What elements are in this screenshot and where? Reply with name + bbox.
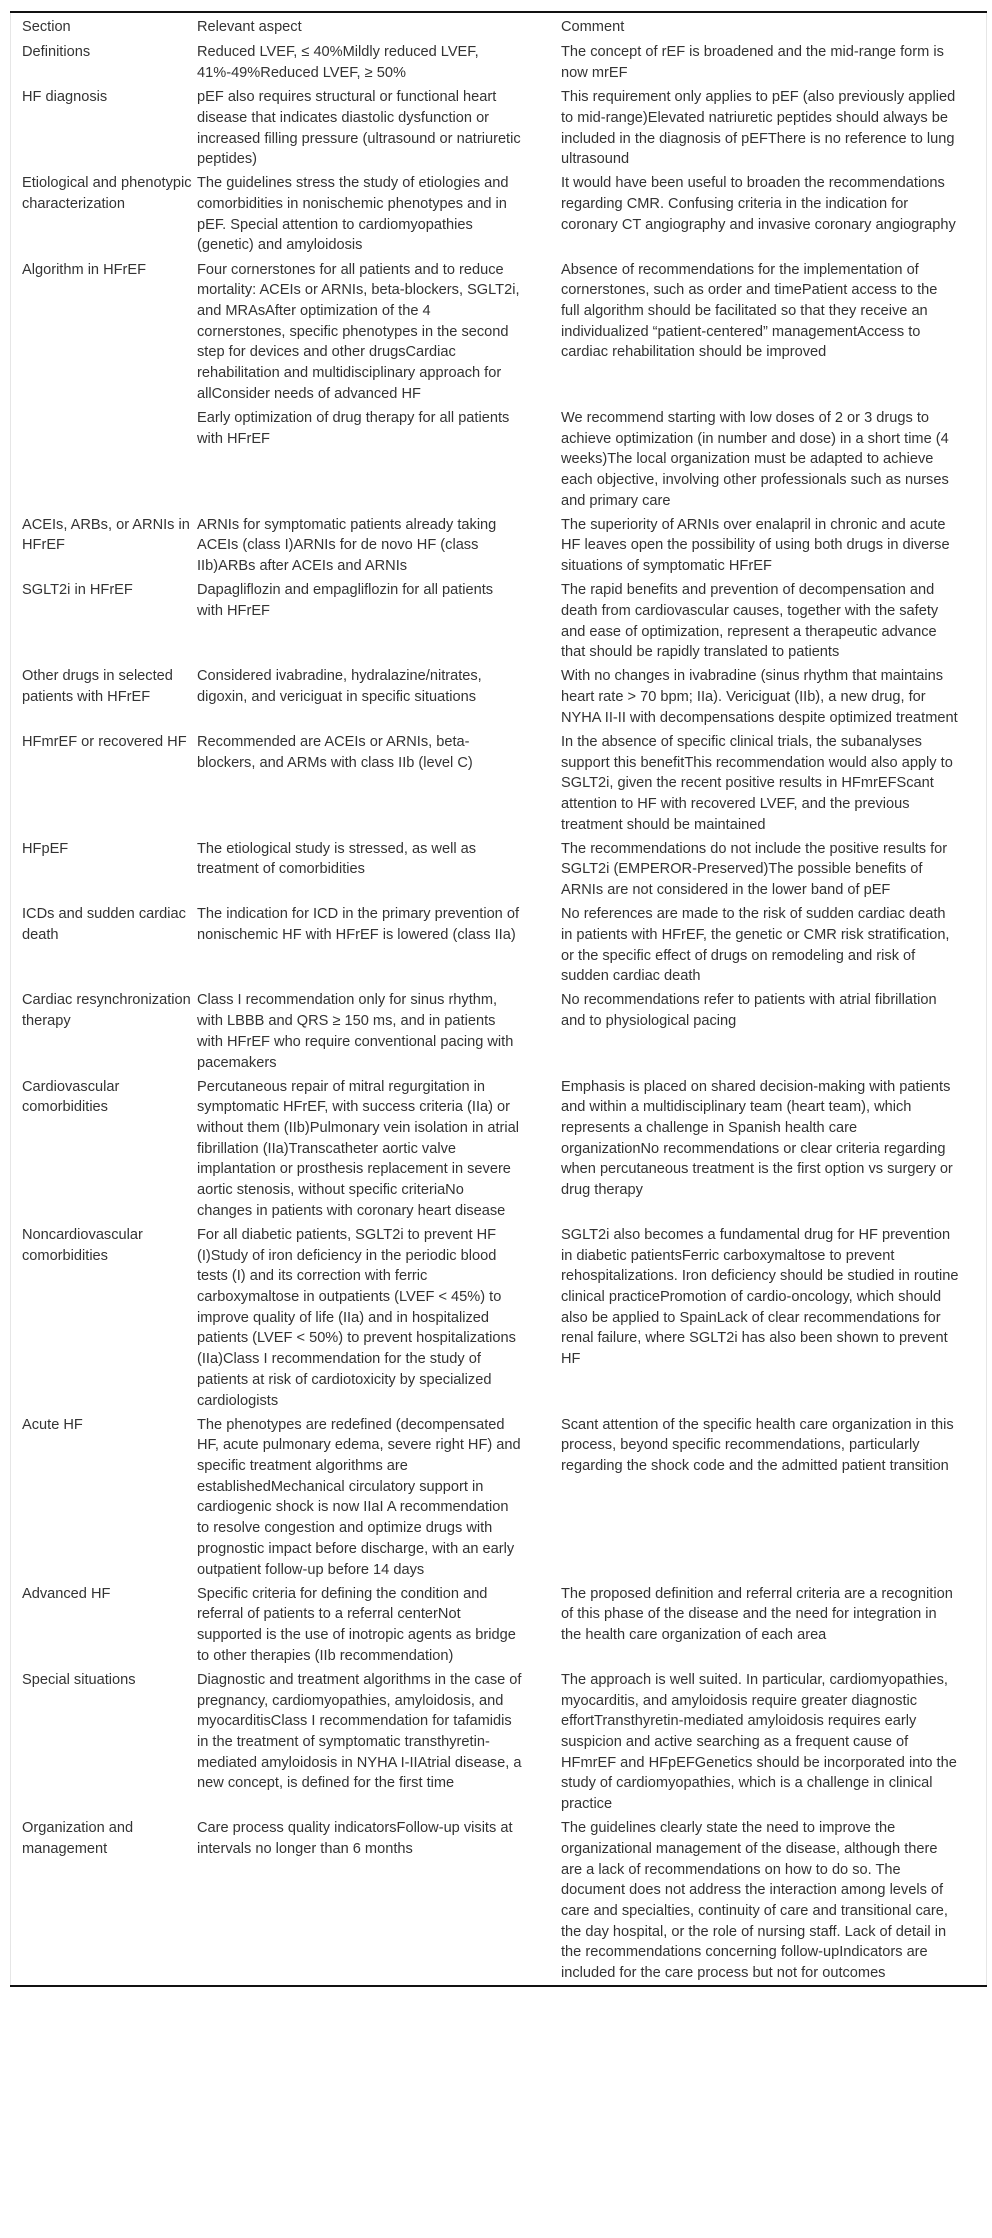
table-row (11, 85, 987, 171)
cell-comment: The guidelines clearly state the need to improve the organizational management of the disease, although there are a lack of recommendations on how to do so. The document does not address the interaction among levels of care and specialties, continuity of care and transitional care, the day hospital, or the role of nursing staff. Lack of detail in the recommendations concerning follow-upIndicators are included for the care process but not for outcomes (561, 1820, 948, 1982)
cell-comment: No references are made to the risk of sudden cardiac death in patients with HFrEF, the genetic or CMR risk stratification, or the specific effect of drugs on remodeling and risk of sudden cardiac death (561, 906, 950, 985)
table-row (11, 1075, 987, 1223)
cell-relevant-aspect: For all diabetic patients, SGLT2i to prevent HF (I)Study of iron deficiency in the periodic blood tests (I) and its correction with ferric carboxymaltose in outpatients (LVEF < 45%) to improve quality of life (IIa) and in hospitalized patients (LVEF < 50%) to prevent hospitalizations (IIa)Class I recommendation for the study of patients at risk of cardiotoxicity by specialized cardiologists (197, 1226, 516, 1409)
cell-section: HFpEF (22, 840, 69, 857)
cell-comment: Scant attention of the specific health care organization in this process, beyond specific recommendations, particularly regarding the shock code and the admitted patient transition (561, 1416, 954, 1475)
guidelines-comparison-table (10, 11, 987, 1987)
cell-relevant-aspect: Reduced LVEF, ≤ 40%Mildly reduced LVEF, 41%-49%Reduced LVEF, ≥ 50% (197, 44, 479, 82)
table-row (11, 1223, 987, 1413)
cell-comment: With no changes in ivabradine (sinus rhythm that maintains heart rate > 70 bpm; IIa). Vericiguat (IIb), a new drug, for NYHA II-II with decompensations despite optimized treatment (561, 668, 958, 726)
table-row (11, 172, 987, 258)
table-row (11, 730, 987, 837)
cell-comment: In the absence of specific clinical trials, the subanalyses support this benefitThis recommendation would also apply to SGLT2i, given the recent positive results in HFmrEFScant attention to HF with recovered LVEF, and the previous treatment should be maintained (561, 733, 953, 833)
header-relevant-aspect: Relevant aspect (197, 19, 302, 35)
cell-relevant-aspect: Class I recommendation only for sinus rhythm, with LBBB and QRS ≥ 150 ms, and in patients with HFrEF who require conventional pacing with pacemakers (197, 992, 514, 1071)
cell-relevant-aspect: Recommended are ACEIs or ARNIs, beta-blockers, and ARMs with class IIb (level C) (197, 733, 473, 771)
table-row (11, 989, 987, 1075)
table-row (11, 406, 987, 513)
cell-section: Etiological and phenotypic characterization (22, 175, 192, 213)
cell-relevant-aspect: The guidelines stress the study of etiologies and comorbidities in nonischemic phenotypes and in pEF. Special attention to cardiomyopathies (genetic) and amyloidosis (197, 175, 509, 254)
table-row (11, 1413, 987, 1582)
cell-comment: The proposed definition and referral criteria are a recognition of this phase of the disease and the need for integration in the health care organization of each area (561, 1585, 953, 1644)
cell-section: ICDs and sudden cardiac death (22, 906, 186, 943)
cell-comment: The superiority of ARNIs over enalapril in chronic and acute HF leaves open the possibility of using both drugs in diverse situations of symptomatic HFrEF (561, 516, 950, 575)
cell-relevant-aspect: Care process quality indicatorsFollow-up visits at intervals no longer than 6 months (197, 1820, 513, 1857)
cell-comment: It would have been useful to broaden the recommendations regarding CMR. Confusing criteria in the indication for coronary CT angiography and invasive coronary angiography (561, 175, 956, 233)
table-row (11, 903, 987, 989)
cell-comment: The rapid benefits and prevention of decompensation and death from cardiovascular causes, together with the safety and ease of optimization, represent a therapeutic advance that should be rapidly translated to patients (561, 582, 939, 661)
cell-comment: We recommend starting with low doses of 2 or 3 drugs to achieve optimization (in number and dose) in a short time (4 weeks)The local organization must be adapted to achieve each objective, involving other professionals such as nurses and primary care (561, 409, 949, 509)
table-row (11, 1816, 987, 1986)
cell-relevant-aspect: ARNIs for symptomatic patients already taking ACEIs (class I)ARNIs for de novo HF (class IIb)ARBs after ACEIs and ARNIs (197, 516, 497, 575)
cell-section: Advanced HF (22, 1585, 111, 1602)
cell-section: Cardiovascular comorbidities (22, 1078, 120, 1116)
cell-section: Noncardiovascular comorbidities (22, 1226, 143, 1264)
cell-relevant-aspect: Specific criteria for defining the condition and referral of patients to a referral centerNot supported is the use of inotropic agents as bridge to other therapies (IIb recommendation) (197, 1585, 516, 1664)
cell-relevant-aspect: Four cornerstones for all patients and to reduce mortality: ACEIs or ARNIs, beta-blockers, SGLT2i, and MRAsAfter optimization of the 4 cornerstones, specific phenotypes in the second step for devices and other drugsCardiac rehabilitation and multidisciplinary approach for allConsider needs of advanced HF (197, 261, 520, 402)
cell-section: Organization and management (22, 1820, 134, 1857)
cell-comment: The approach is well suited. In particular, cardiomyopathies, myocarditis, and amyloidosis require greater diagnostic effortTransthyretin-mediated amyloidosis requires early suspicion and active searching as a frequent cause of HFmrEF and HFpEFGenetics should be incorporated into the study of cardiomyopathies, which is a challenge in clinical practice (561, 1671, 957, 1813)
cell-section: Cardiac resynchronization therapy (22, 992, 191, 1030)
header-section: Section (22, 19, 71, 35)
cell-relevant-aspect: Early optimization of drug therapy for all patients with HFrEF (197, 409, 510, 447)
cell-relevant-aspect: Diagnostic and treatment algorithms in the case of pregnancy, cardiomyopathies, amyloidosis, and myocarditisClass I recommendation for tafamidis in the treatment of symptomatic transthyretin-mediated amyloidosis in NYHA I-IIAtrial disease, a new concept, is defined for the first time (197, 1671, 522, 1792)
cell-section: HFmrEF or recovered HF (22, 733, 187, 750)
table-row (11, 837, 987, 902)
cell-section: Acute HF (22, 1416, 83, 1433)
table-row (11, 665, 987, 730)
table-header-row (11, 12, 987, 41)
cell-relevant-aspect: Considered ivabradine, hydralazine/nitrates, digoxin, and vericiguat in specific situations (197, 668, 482, 706)
table-row (11, 513, 987, 578)
cell-section: SGLT2i in HFrEF (22, 582, 133, 599)
table-row (11, 1668, 987, 1816)
table-row (11, 258, 987, 406)
cell-comment: Absence of recommendations for the implementation of cornerstones, such as order and timePatient access to the full algorithm should be facilitated so that they receive an individualized “patient-centered” managementAccess to cardiac rehabilitation should be improved (561, 261, 938, 361)
cell-section: ACEIs, ARBs, or ARNIs in HFrEF (22, 516, 190, 554)
table-row (11, 579, 987, 665)
cell-comment: The recommendations do not include the positive results for SGLT2i (EMPEROR-Preserved)The possible benefits of ARNIs are not considered in the lower band of pEF (561, 840, 948, 899)
cell-section: Special situations (22, 1671, 136, 1688)
cell-section: Algorithm in HFrEF (22, 261, 147, 278)
table-row (11, 1582, 987, 1668)
cell-relevant-aspect: Dapagliflozin and empagliflozin for all patients with HFrEF (197, 582, 494, 619)
cell-relevant-aspect: The etiological study is stressed, as well as treatment of comorbidities (197, 840, 477, 878)
cell-section: HF diagnosis (22, 89, 108, 106)
cell-relevant-aspect: Percutaneous repair of mitral regurgitation in symptomatic HFrEF, with success criteria (IIa) or without them (IIb)Pulmonary vein isolation in atrial fibrillation (IIa)Transcatheter aortic valve implantation or prosthesis replacement in severe aortic stenosis, without specific criteriaNo changes in patients with coronary heart disease (197, 1078, 520, 1219)
cell-section: Definitions (22, 44, 91, 61)
cell-comment: This requirement only applies to pEF (also previously applied to mid-range)Elevated natriuretic peptides should always be included in the diagnosis of pEFThere is no reference to lung ultrasound (561, 89, 956, 168)
cell-section: Other drugs in selected patients with HFrEF (22, 668, 173, 706)
table-row (11, 41, 987, 86)
cell-relevant-aspect: The indication for ICD in the primary prevention of nonischemic HF with HFrEF is lowered (class IIa) (197, 906, 520, 943)
cell-comment: SGLT2i also becomes a fundamental drug for HF prevention in diabetic patientsFerric carboxymaltose to prevent rehospitalizations. Iron deficiency should be studied in routine clinical practicePromotion of cardio-oncology, which should also be applied to SpainLack of clear recommendations for renal failure, where SGLT2i has also been shown to prevent HF (561, 1226, 959, 1368)
header-comment: Comment (561, 19, 625, 35)
cell-relevant-aspect: The phenotypes are redefined (decompensated HF, acute pulmonary edema, severe right HF) and specific treatment algorithms are establishedMechanical circulatory support in cardiogenic shock is now IIaI A recommendation to resolve congestion and optimize drugs with prognostic impact before discharge, with an early outpatient follow-up before 14 days (197, 1416, 521, 1578)
cell-comment: The concept of rEF is broadened and the mid-range form is now mrEF (561, 44, 944, 82)
cell-comment: Emphasis is placed on shared decision-making with patients and within a multidisciplinary team (heart team), which represents a challenge in Spanish health care organizationNo recommendations or clear criteria regarding when percutaneous treatment is the first option vs surgery or drug therapy (561, 1078, 953, 1199)
table-body (11, 41, 987, 1987)
cell-section (11, 406, 198, 513)
cell-comment: No recommendations refer to patients with atrial fibrillation and to physiological pacing (561, 992, 937, 1030)
cell-relevant-aspect: pEF also requires structural or functional heart disease that indicates diastolic dysfunction or increased filling pressure (ultrasound or natriuretic peptides) (197, 89, 521, 168)
